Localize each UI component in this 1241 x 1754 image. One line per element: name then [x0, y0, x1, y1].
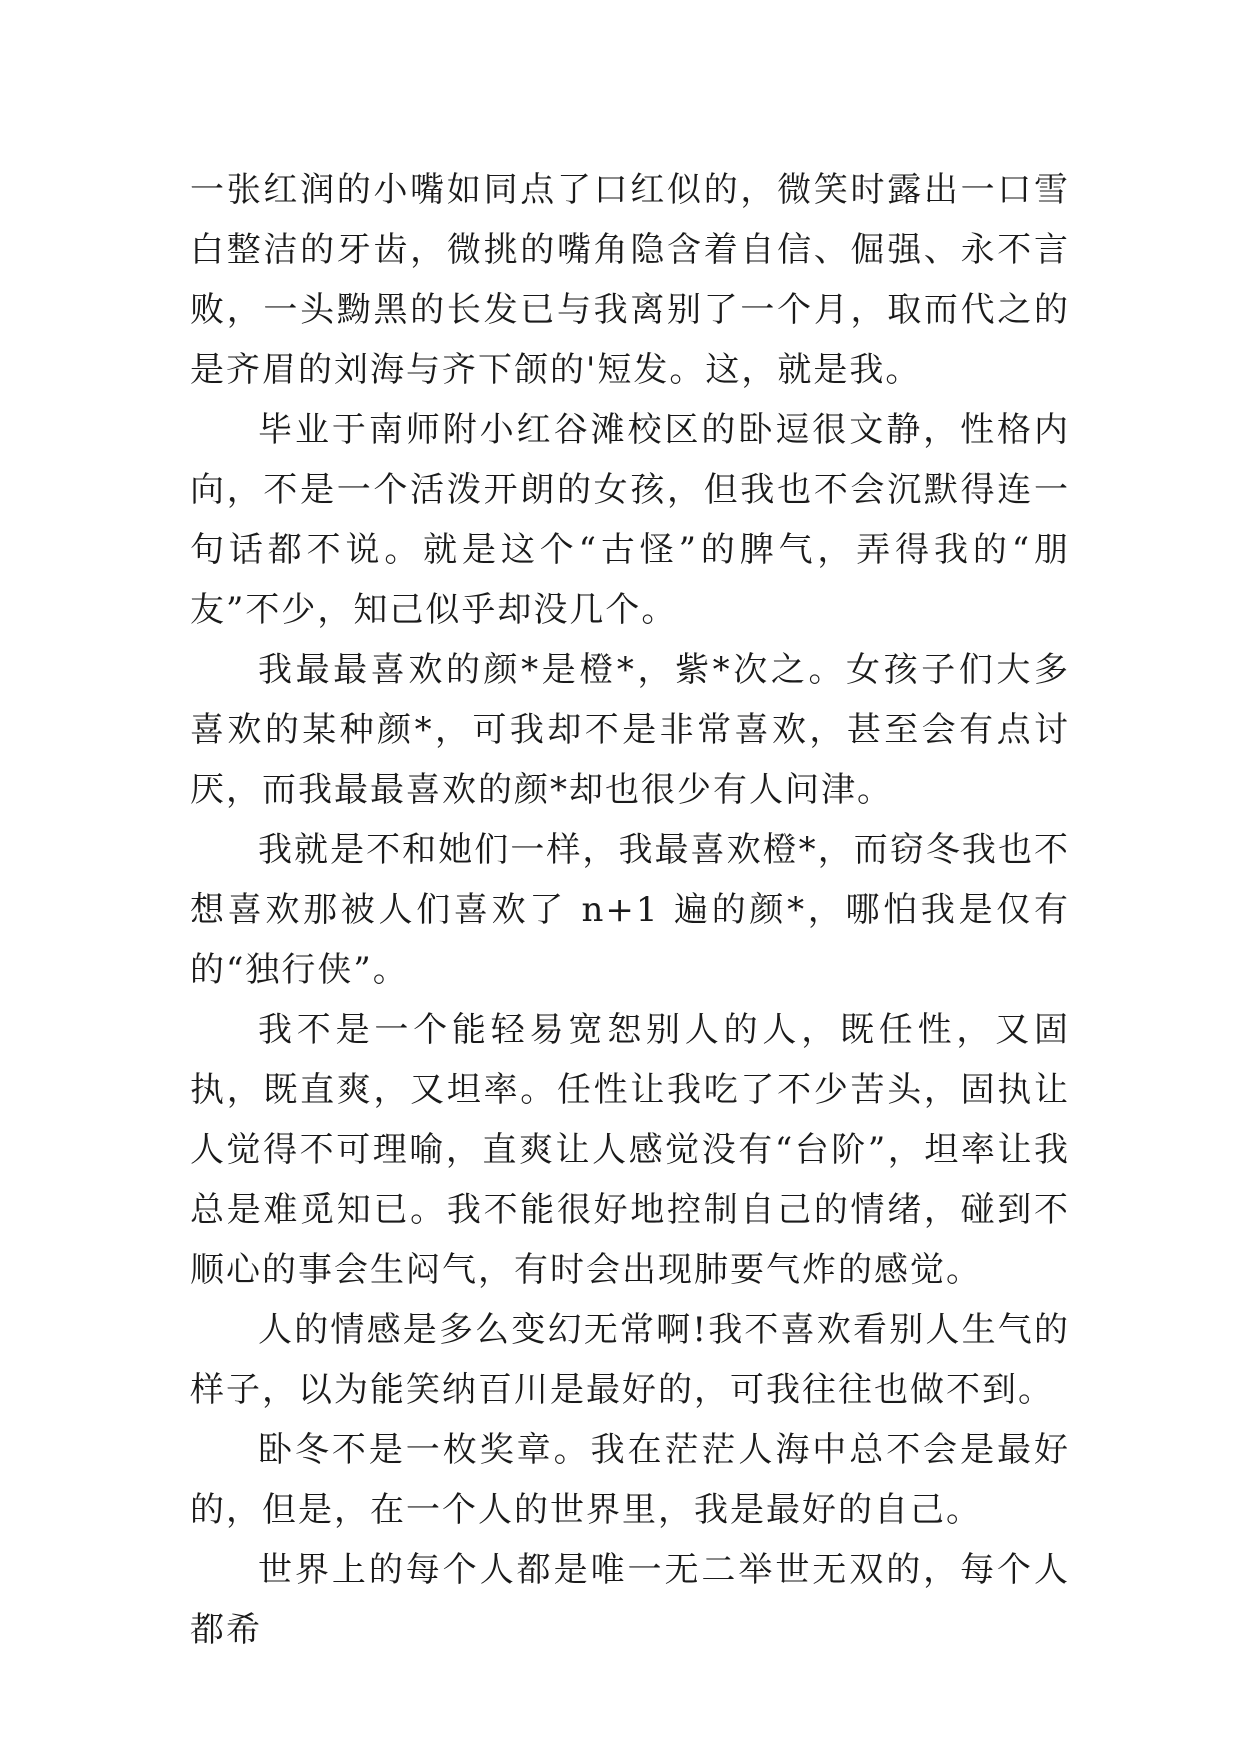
paragraph-7: 卧冬不是一枚奖章。我在茫茫人海中总不会是最好的，但是，在一个人的世界里，我是最好的自己。	[190, 1430, 1070, 1530]
paragraph-1: 一张红润的小嘴如同点了口红似的，微笑时露出一口雪白整洁的牙齿，微挑的嘴角隐含着自信、倔强、永不言败，一头黝黑的长发已与我离别了一个月，取而代之的是齐眉的刘海与齐下颌的'短发。这，就是我。	[190, 170, 1070, 390]
paragraph-6: 人的情感是多么变幻无常啊!我不喜欢看别人生气的样子，以为能笑纳百川是最好的，可我往往也做不到。	[190, 1310, 1070, 1410]
paragraph-8: 世界上的每个人都是唯一无二举世无双的，每个人都希	[190, 1550, 1070, 1650]
paragraph-4: 我就是不和她们一样，我最喜欢橙*，而窃冬我也不想喜欢那被人们喜欢了 n+1 遍的颜*，哪怕我是仅有的“独行侠”。	[190, 830, 1070, 990]
paragraph-5: 我不是一个能轻易宽恕别人的人，既任性，又固执，既直爽，又坦率。任性让我吃了不少苦头，固执让人觉得不可理喻，直爽让人感觉没有“台阶”，坦率让我总是难觅知已。我不能很好地控制自己的情绪，碰到不顺心的事会生闷气，有时会出现肺要气炸的感觉。	[190, 1010, 1070, 1290]
paragraph-2: 毕业于南师附小红谷滩校区的卧逗很文静，性格内向，不是一个活泼开朗的女孩，但我也不会沉默得连一句话都不说。就是这个“古怪”的脾气，弄得我的“朋友”不少，知己似乎却没几个。	[190, 410, 1070, 630]
document-body	[190, 160, 1070, 1660]
paragraph-3: 我最最喜欢的颜*是橙*，紫*次之。女孩子们大多喜欢的某种颜*，可我却不是非常喜欢，甚至会有点讨厌，而我最最喜欢的颜*却也很少有人问津。	[190, 650, 1070, 810]
